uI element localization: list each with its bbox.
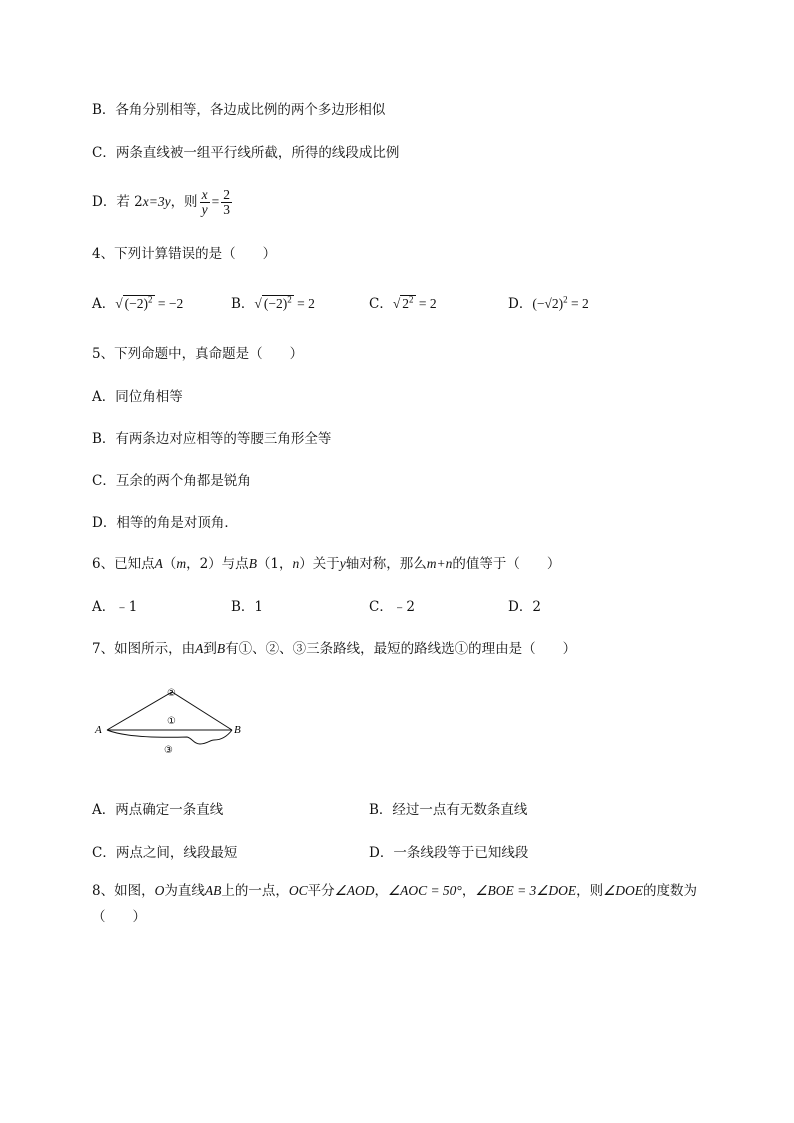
q5-option-d: D．相等的角是对顶角．: [92, 515, 238, 531]
figure-label-route-2: ②: [167, 688, 176, 699]
option-label: A．: [92, 296, 116, 312]
rhs: = −2: [154, 296, 184, 311]
q3-equals: =: [211, 194, 220, 210]
q3-option-c: C．两条直线被一组平行线所截，所得的线段成比例: [92, 145, 400, 161]
q5-option-b: B．有两条边对应相等的等腰三角形全等: [92, 431, 332, 447]
figure-label-a: A: [95, 724, 102, 736]
stem-text: 平分: [307, 883, 335, 899]
q4-option-c: [369, 292, 437, 312]
sqrt-icon: √: [115, 296, 123, 311]
figure-label-route-1: ①: [167, 716, 176, 727]
option-label: B．: [231, 296, 255, 312]
q3-option-b: B．各角分别相等，各边成比例的两个多边形相似: [92, 102, 386, 118]
stem-text: 上的一点，: [221, 883, 289, 899]
q3-option-d: [92, 188, 234, 217]
q4-option-d: [508, 292, 589, 312]
rhs: = 2: [415, 296, 437, 311]
frac-denominator: 3: [223, 202, 230, 218]
stem-text: ）关于: [299, 556, 340, 572]
expr-m-plus-n: m+n: [426, 556, 453, 571]
q6-option-c: C．﹣2: [369, 599, 415, 615]
q7-stem: [92, 637, 576, 657]
q3-option-d-eq1: x=3y: [142, 194, 171, 210]
q6-option-d: D．2: [508, 599, 541, 615]
q5-stem: 5、下列命题中，真命题是（ ）: [92, 346, 304, 362]
stem-text: 到: [203, 641, 217, 657]
stem-text: ，: [461, 883, 476, 899]
angle-doe: ∠DOE: [603, 883, 644, 898]
q6-option-a: A．﹣1: [92, 599, 138, 615]
radicand-text: (−2): [263, 296, 288, 311]
stem-text: （1，: [256, 556, 293, 572]
radicand: [400, 295, 415, 311]
var-m: m: [176, 556, 187, 571]
stem-text: 有①、②、③三条路线，最短的路线选①的理由是（ ）: [225, 641, 577, 657]
route-3-path: [107, 730, 232, 744]
stem-text: ，: [374, 883, 388, 899]
stem-text: ，则: [576, 883, 604, 899]
frac-numerator: 2: [223, 187, 230, 202]
angle-aod: ∠AOD: [334, 883, 375, 898]
q3-option-d-mid: ，则: [170, 194, 198, 211]
exponent: 2: [148, 294, 153, 305]
q7-option-b: B．经过一点有无数条直线: [369, 802, 528, 818]
stem-text: 的度数为（ ）: [92, 883, 698, 925]
figure-label-b: B: [234, 724, 241, 736]
frac-numerator: x: [201, 187, 208, 202]
stem-text: 7、如图所示，由: [92, 641, 196, 657]
stem-text: 的值等于（ ）: [452, 556, 561, 572]
point-a: A: [195, 641, 204, 656]
q4-option-b: [231, 292, 315, 312]
sqrt-icon: √: [254, 296, 262, 311]
stem-text: （: [162, 556, 177, 572]
rhs: = 2: [293, 296, 315, 311]
radicand: [123, 295, 155, 311]
figure-label-route-3: ③: [164, 745, 173, 756]
q7-option-a: A．两点确定一条直线: [92, 802, 224, 818]
q6-stem: [92, 552, 560, 572]
q6-option-b: B．1: [231, 599, 264, 615]
q5-option-c: C．互余的两个角都是锐角: [92, 473, 251, 489]
stem-text: 8、如图，: [92, 883, 155, 899]
expression: (−√2): [532, 296, 564, 311]
angle-boe-eq: ∠BOE = 3∠DOE: [475, 883, 577, 898]
stem-text: 6、已知点: [92, 556, 155, 572]
exponent: 2: [287, 294, 292, 305]
radicand: [262, 295, 294, 311]
stem-text: ，2）与点: [186, 556, 249, 572]
point-o: O: [154, 883, 165, 898]
option-label: D．: [508, 296, 533, 312]
frac-denominator: y: [201, 202, 208, 218]
q7-option-d: D．一条线段等于已知线段: [369, 845, 529, 861]
point-a: A: [154, 556, 163, 571]
stem-text: 轴对称，那么: [345, 556, 427, 572]
var-y: y: [339, 556, 346, 571]
point-b: B: [216, 641, 226, 656]
angle-aoc-eq: ∠AOC = 50°: [387, 883, 462, 898]
stem-text: 为直线: [164, 883, 205, 899]
option-label: C．: [369, 296, 393, 312]
q3-option-d-prefix: D．若 2: [92, 194, 143, 211]
q3-fraction-xy: [200, 188, 210, 217]
radicand-text: 2: [402, 296, 410, 311]
q7-option-c: C．两点之间，线段最短: [92, 845, 238, 861]
exponent: 2: [409, 294, 414, 305]
radicand-text: (−2): [124, 296, 149, 311]
var-n: n: [292, 556, 300, 571]
q3-fraction-23: [221, 188, 232, 217]
q7-route-figure: [92, 680, 252, 770]
ray-oc: OC: [288, 883, 308, 898]
point-b: B: [248, 556, 257, 571]
q5-option-a: A．同位角相等: [92, 389, 183, 405]
q8-stem: [92, 878, 742, 930]
exponent: 2: [563, 294, 568, 305]
line-ab: AB: [204, 883, 222, 898]
rhs: = 2: [567, 296, 589, 311]
q4-stem: 4、下列计算错误的是（ ）: [92, 246, 277, 262]
q4-option-a: [92, 292, 183, 312]
sqrt-icon: √: [392, 296, 401, 311]
